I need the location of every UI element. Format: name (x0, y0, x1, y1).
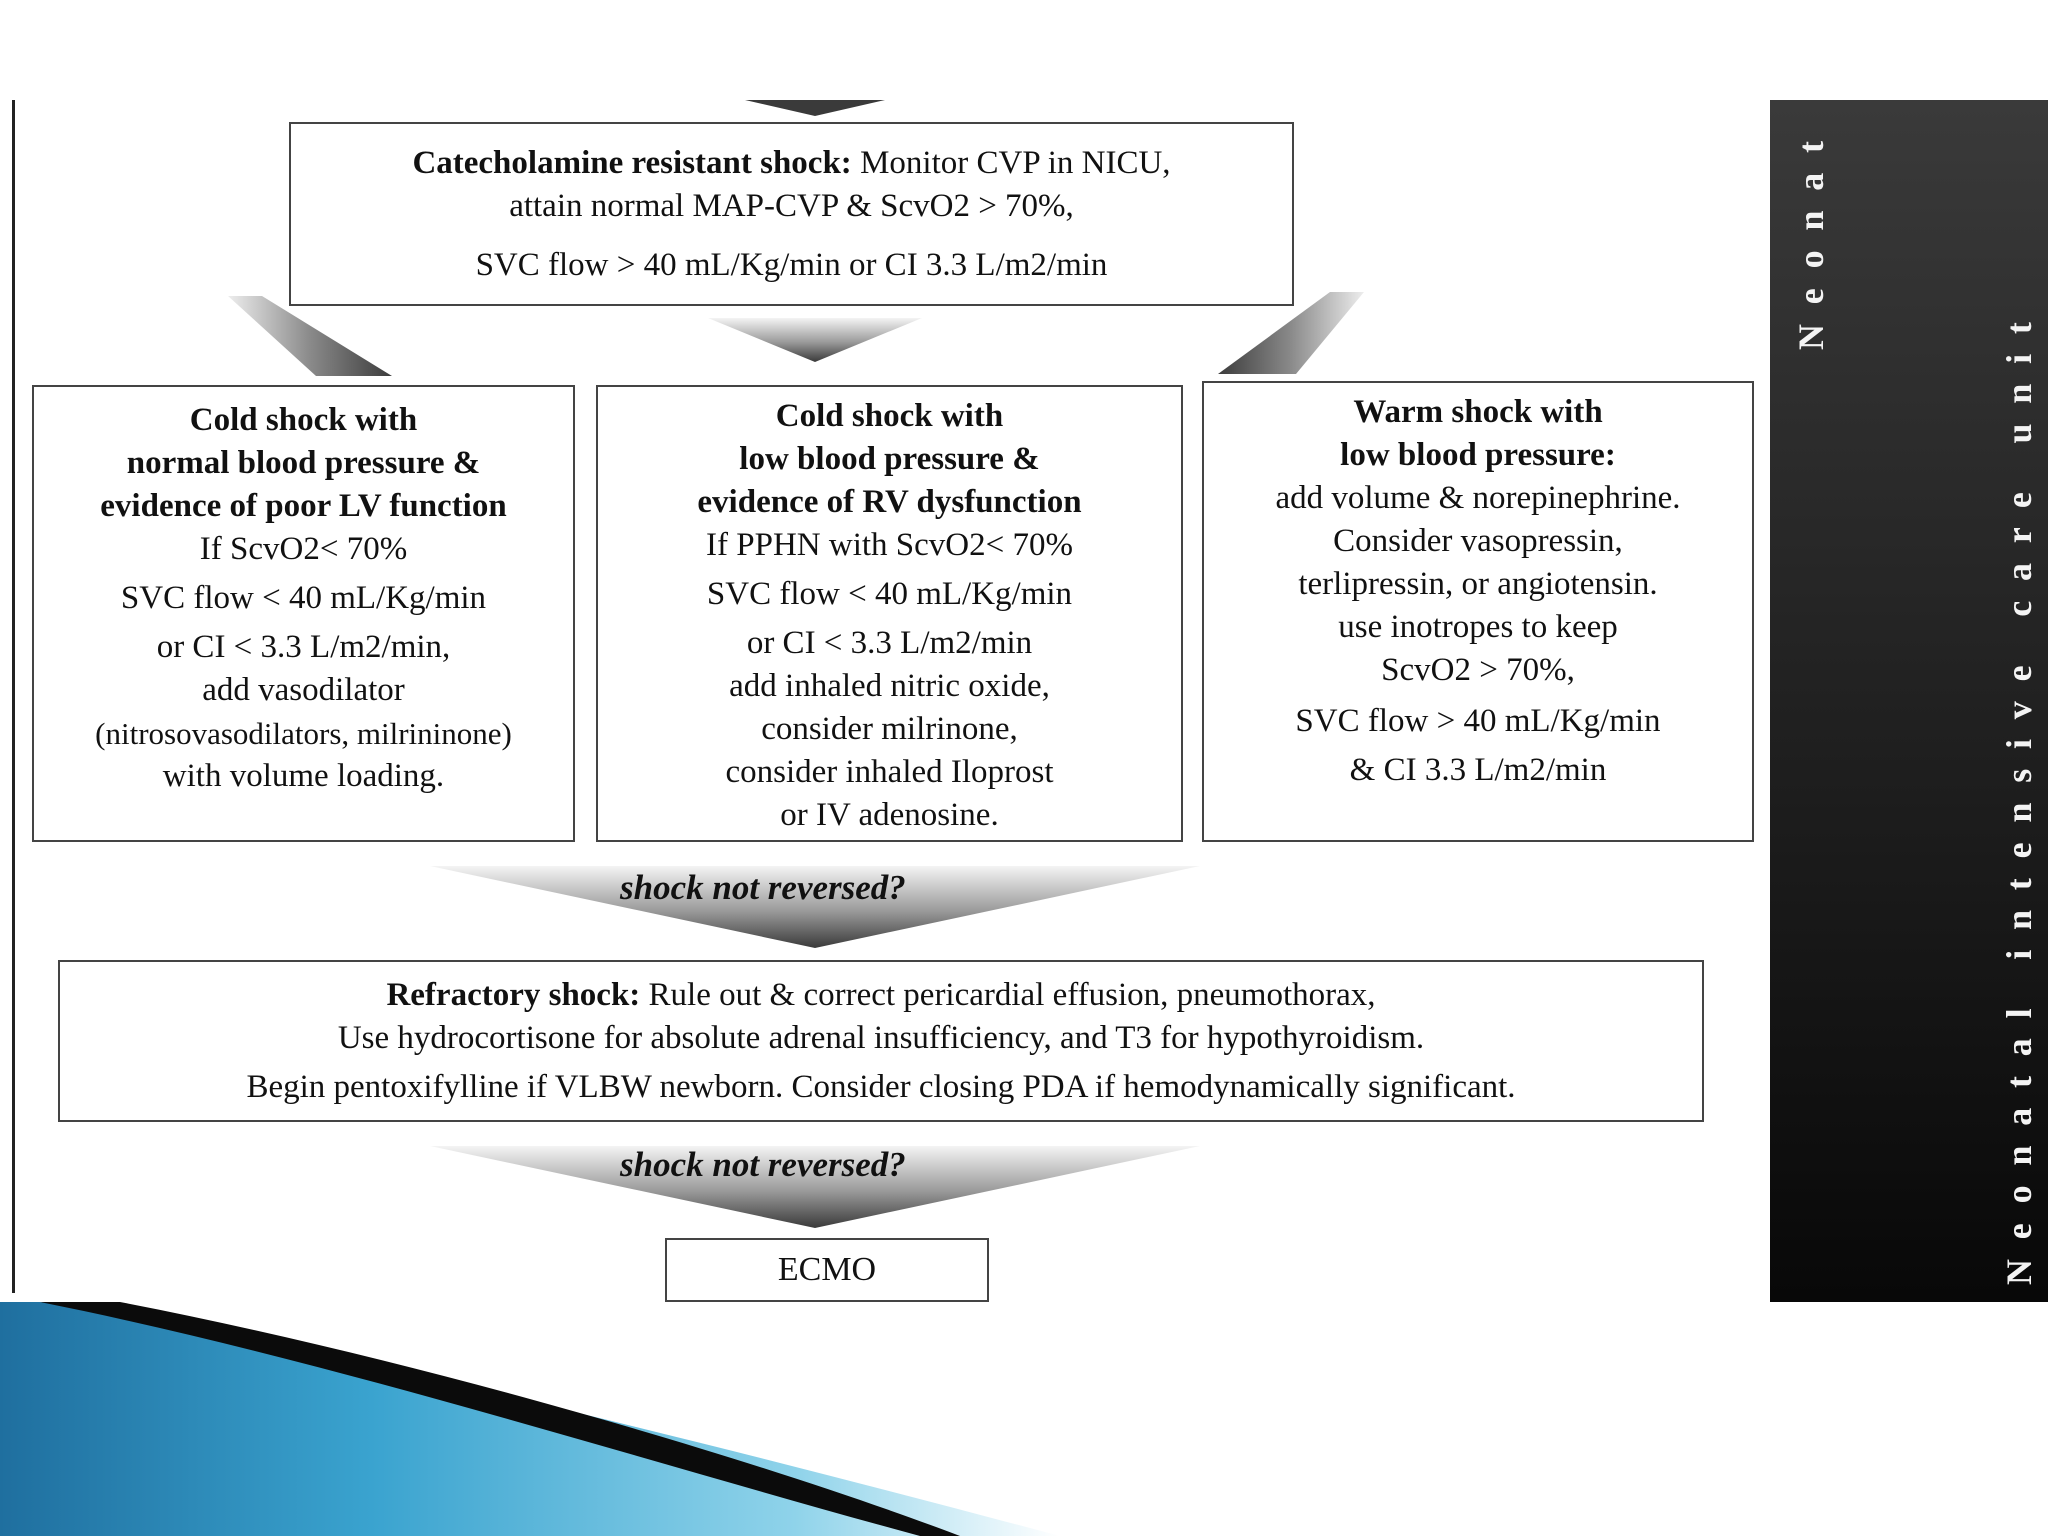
rv-title-1: Cold shock with (775, 398, 1004, 434)
lv-title-2: normal blood pressure & (126, 445, 481, 481)
warm-line-7: & CI 3.3 L/m2/min (1349, 752, 1607, 788)
rv-title-2: low blood pressure & (739, 441, 1040, 477)
catecholamine-heading: Catecholamine resistant shock: (412, 145, 852, 181)
rv-line-3: or CI < 3.3 L/m2/min (746, 625, 1033, 661)
warm-line-1: add volume & norepinephrine. (1275, 480, 1681, 516)
rv-line-5: consider milrinone, (761, 711, 1018, 747)
shock-not-reversed-label-2: shock not reversed? (620, 1145, 906, 1184)
rv-line-6: consider inhaled Iloprost (725, 754, 1054, 790)
refractory-line1: Rule out & correct pericardial effusion, pneumothorax, (640, 977, 1376, 1013)
arrow-to-left (228, 296, 392, 376)
catecholamine-line3: SVC flow > 40 mL/Kg/min or CI 3.3 L/m2/min (475, 247, 1108, 283)
sidebar-main-text: Neonatal intensive care unit (1999, 302, 2039, 1285)
sidebar-top-text: Neonat (1791, 121, 1831, 350)
refractory-heading: Refractory shock: (386, 977, 641, 1013)
rv-title-3: evidence of RV dysfunction (697, 484, 1082, 520)
lv-line-4: add vasodilator (202, 672, 405, 708)
refractory-line3: Begin pentoxifylline if VLBW newborn. Consider closing PDA if hemodynamically significant. (246, 1069, 1516, 1105)
lv-line-1: If ScvO2< 70% (199, 531, 408, 567)
refractory-shock-box (58, 960, 1704, 1122)
rv-line-2: SVC flow < 40 mL/Kg/min (706, 576, 1073, 612)
shock-not-reversed-label-1: shock not reversed? (620, 868, 906, 907)
warm-line-3: terlipressin, or angiotensin. (1298, 566, 1658, 602)
warm-shock-box (1202, 381, 1754, 842)
top-arrow-stub (745, 100, 885, 116)
rv-line-7: or IV adenosine. (780, 797, 999, 833)
warm-title-1: Warm shock with (1353, 394, 1603, 430)
catecholamine-line1: Monitor CVP in NICU, (851, 145, 1171, 181)
left-rule (12, 100, 15, 1293)
lv-line-5: (nitrosovasodilators, milrininone) (95, 716, 512, 751)
warm-line-4: use inotropes to keep (1338, 609, 1618, 645)
lv-line-2: SVC flow < 40 mL/Kg/min (120, 580, 487, 616)
lv-title-3: evidence of poor LV function (100, 488, 507, 524)
warm-line-2: Consider vasopressin, (1333, 523, 1623, 559)
ecmo-label: ECMO (777, 1251, 877, 1288)
cold-shock-lv-box (32, 385, 575, 842)
rv-line-1: If PPHN with ScvO2< 70% (706, 527, 1073, 563)
lv-title-1: Cold shock with (189, 402, 418, 438)
lv-line-3: or CI < 3.3 L/m2/min, (156, 629, 451, 665)
cold-shock-rv-box (596, 385, 1183, 842)
rv-line-4: add inhaled nitric oxide, (729, 668, 1050, 704)
warm-line-6: SVC flow > 40 mL/Kg/min (1295, 703, 1661, 739)
catecholamine-resistant-box (289, 122, 1294, 306)
ecmo-box (665, 1238, 989, 1302)
catecholamine-line2: attain normal MAP-CVP & ScvO2 > 70%, (509, 188, 1074, 224)
lv-line-6: with volume loading. (162, 758, 445, 794)
refractory-line2: Use hydrocortisone for absolute adrenal insufficiency, and T3 for hypothyroidism. (337, 1020, 1425, 1056)
warm-title-2: low blood pressure: (1340, 437, 1616, 473)
warm-line-5: ScvO2 > 70%, (1381, 652, 1575, 688)
arrow-to-middle (708, 318, 922, 362)
